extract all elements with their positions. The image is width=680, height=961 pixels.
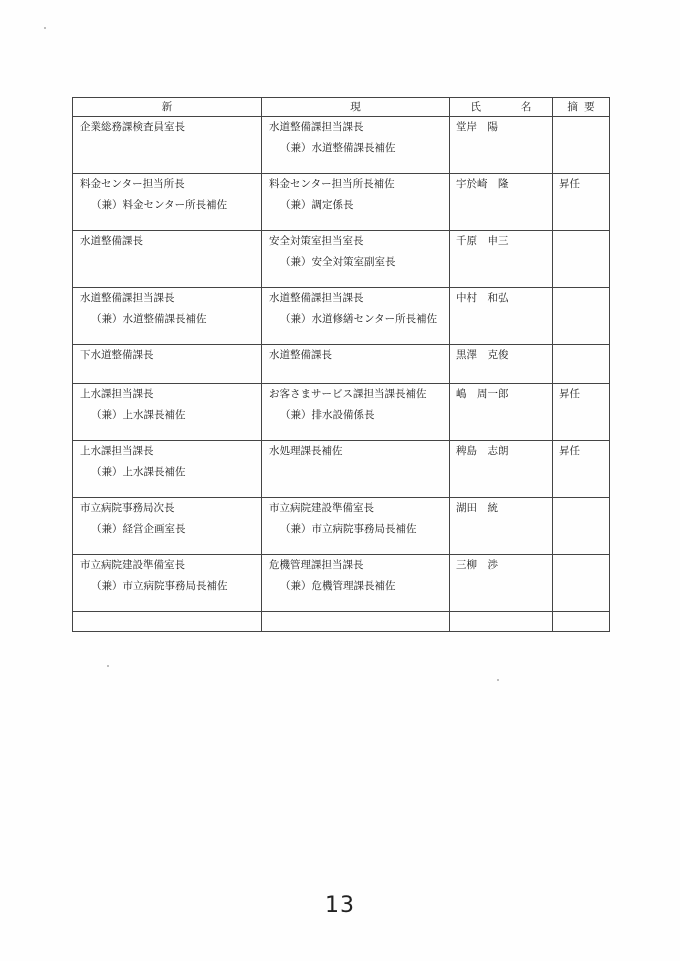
table-row (73, 117, 610, 174)
remarks-cell-text (553, 345, 609, 347)
remarks-cell (553, 498, 610, 555)
header-current-position: 現 (262, 98, 450, 117)
personnel-transfer-table (72, 97, 610, 632)
remarks-cell-text: 昇任 (559, 445, 580, 457)
name-cell (450, 441, 553, 498)
new-position-cell (73, 231, 262, 288)
name-cell (450, 345, 553, 384)
current-position-cell (262, 345, 450, 384)
scan-speck (497, 679, 499, 681)
table-body (73, 117, 610, 632)
header-remarks: 摘要 (553, 98, 610, 117)
name-cell-text: 湖田 統 (456, 502, 498, 514)
name-cell-text: 嶋 周一郎 (456, 388, 509, 400)
new-position-cell (73, 384, 262, 441)
scan-speck (107, 665, 109, 667)
new-position-cell (73, 555, 262, 612)
name-cell-text: 堂岸 陽 (456, 121, 498, 133)
current-position-cell (262, 117, 450, 174)
name-cell-text: 黒澤 克俊 (456, 349, 509, 361)
name-cell (450, 231, 553, 288)
concurrent-position: （兼）水道整備課長補佐 (91, 312, 207, 325)
name-cell (450, 498, 553, 555)
position-title: 市立病院事務局次長 (80, 502, 175, 514)
remarks-cell (553, 174, 610, 231)
current-position-cell (262, 498, 450, 555)
empty-cell (450, 612, 553, 632)
remarks-cell (553, 555, 610, 612)
concurrent-position: （兼）上水課長補佐 (91, 408, 186, 421)
current-position-cell (262, 384, 450, 441)
remarks-cell (553, 288, 610, 345)
position-title: 上水課担当課長 (80, 445, 154, 457)
remarks-cell (553, 117, 610, 174)
position-title: 水処理課長補佐 (269, 445, 343, 457)
remarks-cell-text (553, 117, 609, 119)
new-position-cell (73, 441, 262, 498)
position-title: 料金センター担当所長 (80, 178, 185, 190)
header-new-position: 新 (73, 98, 262, 117)
concurrent-position: （兼）危機管理課長補佐 (280, 579, 396, 592)
name-cell (450, 174, 553, 231)
remarks-cell (553, 384, 610, 441)
current-position-cell (262, 174, 450, 231)
concurrent-position: （兼）排水設備係長 (280, 408, 375, 421)
remarks-cell-text (553, 498, 609, 500)
position-title: 市立病院建設準備室長 (80, 559, 185, 571)
new-position-cell (73, 174, 262, 231)
empty-cell (73, 612, 262, 632)
table-row (73, 384, 610, 441)
position-title: 水道整備課担当課長 (269, 292, 364, 304)
table-row (73, 345, 610, 384)
position-title: 水道整備課担当課長 (80, 292, 175, 304)
name-cell-text: 中村 和弘 (456, 292, 509, 304)
name-cell-text: 千原 申三 (456, 235, 509, 247)
current-position-cell (262, 441, 450, 498)
new-position-cell (73, 117, 262, 174)
current-position-cell (262, 231, 450, 288)
remarks-cell-text: 昇任 (559, 178, 580, 190)
position-title: 企業総務課検査員室長 (80, 121, 185, 133)
remarks-cell (553, 231, 610, 288)
name-cell-text: 稗島 志朗 (456, 445, 509, 457)
current-position-cell (262, 555, 450, 612)
name-cell (450, 555, 553, 612)
remarks-cell-text (553, 555, 609, 557)
concurrent-position: （兼）経営企画室長 (91, 522, 186, 535)
new-position-cell (73, 288, 262, 345)
position-title: 危機管理課担当課長 (269, 559, 364, 571)
remarks-cell-text (553, 231, 609, 233)
table-row (73, 498, 610, 555)
concurrent-position: （兼）上水課長補佐 (91, 465, 186, 478)
name-cell (450, 288, 553, 345)
concurrent-position: （兼）安全対策室副室長 (280, 255, 396, 268)
concurrent-position: （兼）水道整備課長補佐 (280, 141, 396, 154)
new-position-cell (73, 498, 262, 555)
position-title: 水道整備課担当課長 (269, 121, 364, 133)
concurrent-position: （兼）料金センター所長補佐 (91, 198, 228, 211)
new-position-cell (73, 345, 262, 384)
table-row (73, 174, 610, 231)
name-cell (450, 117, 553, 174)
position-title: 市立病院建設準備室長 (269, 502, 374, 514)
name-cell-text: 宇於崎 隆 (456, 178, 509, 190)
table-row (73, 231, 610, 288)
position-title: 水道整備課長 (269, 349, 332, 361)
position-title: 安全対策室担当室長 (269, 235, 364, 247)
name-cell (450, 384, 553, 441)
remarks-cell (553, 345, 610, 384)
position-title: 水道整備課長 (80, 235, 143, 247)
current-position-cell (262, 288, 450, 345)
remarks-cell-text: 昇任 (559, 388, 580, 400)
concurrent-position: （兼）水道修繕センター所長補佐 (280, 312, 438, 325)
scan-speck (44, 27, 46, 29)
table-row-empty (73, 612, 610, 632)
empty-cell (553, 612, 610, 632)
table-row (73, 555, 610, 612)
position-title: 料金センター担当所長補佐 (269, 178, 395, 190)
concurrent-position: （兼）市立病院事務局長補佐 (280, 522, 417, 535)
name-cell-text: 三柳 渉 (456, 559, 498, 571)
remarks-cell-text (553, 288, 609, 290)
position-title: お客さまサービス課担当課長補佐 (269, 388, 427, 400)
remarks-cell (553, 441, 610, 498)
concurrent-position: （兼）市立病院事務局長補佐 (91, 579, 228, 592)
concurrent-position: （兼）調定係長 (280, 198, 354, 211)
position-title: 下水道整備課長 (80, 349, 154, 361)
empty-cell (262, 612, 450, 632)
position-title: 上水課担当課長 (80, 388, 154, 400)
table-row (73, 441, 610, 498)
table-row (73, 288, 610, 345)
table-header-row (73, 98, 610, 117)
header-name: 氏 名 (450, 98, 553, 117)
page-number: 13 (325, 893, 355, 918)
